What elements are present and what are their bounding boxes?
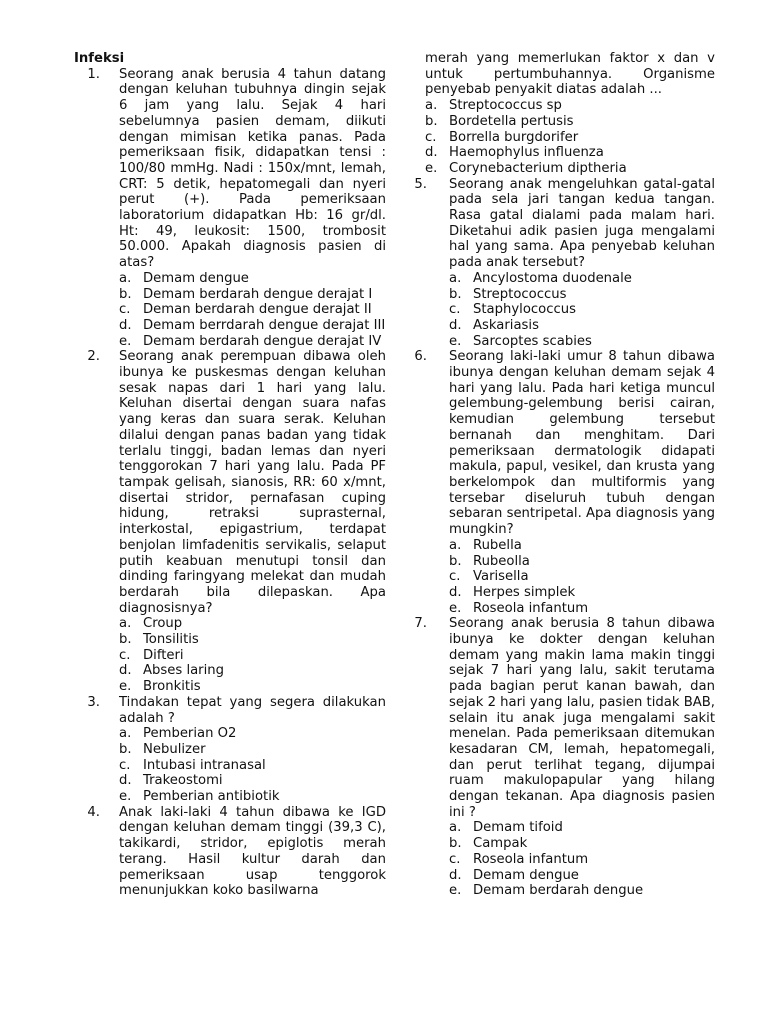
option-letter: c. <box>119 302 131 318</box>
option-text: Streptococcus <box>473 286 567 302</box>
option-letter: d. <box>449 867 462 883</box>
option-text: Demam dengue <box>143 270 249 286</box>
answer-options <box>449 820 715 899</box>
option-letter: c. <box>119 757 131 773</box>
option-text: Bordetella pertusis <box>449 113 574 129</box>
question-list-right <box>414 176 715 899</box>
option-d[interactable] <box>449 585 715 601</box>
question-text: Seorang anak berusia 8 tahun dibawa ibunya ke dokter dengan keluhan demam yang makin lama makin tinggi sejak 7 hari yang lalu, sakit terutama pada bagian perut kanan bawah, dan sejak 2 hari yang lalu, pasien tidak BAB, selain itu anak juga mengalami sakit menelan. Pada pemeriksaan ditemukan kesadaran CM, lemah, hepatomegali, dan perut terlihat tegang, dijumpai ruam makulopapular yang hilang dengan tekanan. Apa diagnosis pasien ini ? <box>449 616 715 820</box>
question-number: 6. <box>414 349 427 365</box>
option-text: Streptococcus sp <box>449 98 562 114</box>
option-letter: c. <box>449 569 461 585</box>
option-letter: c. <box>425 129 437 145</box>
question-text: Seorang anak mengeluhkan gatal-gatal pada sela jari tangan kedua tangan. Rasa gatal dialami pada malam hari. Diketahui adik pasien juga mengalami hal yang sama. Apa penyebab keluhan pada anak tersebut? <box>449 176 715 271</box>
question-number: 2. <box>87 349 100 365</box>
option-a[interactable] <box>119 726 386 742</box>
option-b[interactable] <box>119 742 386 758</box>
option-text: Nebulizer <box>143 741 206 757</box>
option-a[interactable] <box>119 616 386 632</box>
question-6 <box>414 349 715 616</box>
option-d[interactable] <box>119 663 386 679</box>
option-letter: d. <box>119 773 132 789</box>
option-c[interactable] <box>449 569 715 585</box>
option-letter: b. <box>449 836 462 852</box>
option-letter: d. <box>119 317 132 333</box>
option-a[interactable] <box>119 271 386 287</box>
option-letter: c. <box>449 851 461 867</box>
option-text: Croup <box>143 616 183 632</box>
option-text: Demam dengue <box>473 867 579 883</box>
option-letter: a. <box>449 820 462 836</box>
question-number: 7. <box>414 616 427 632</box>
option-d[interactable] <box>119 773 386 789</box>
option-text: Difteri <box>143 647 184 663</box>
question-text: Tindakan tepat yang segera dilakukan adalah ? <box>119 694 386 726</box>
question-4-continuation <box>425 51 715 177</box>
page-title: Infeksi <box>74 51 125 66</box>
answer-options <box>119 616 386 695</box>
option-b[interactable] <box>119 287 386 303</box>
option-letter: c. <box>449 302 461 318</box>
option-letter: a. <box>119 726 132 742</box>
option-c[interactable] <box>449 302 715 318</box>
option-d[interactable] <box>425 145 715 161</box>
question-list-left <box>71 67 386 899</box>
question-4-options <box>425 98 715 177</box>
option-letter: d. <box>425 145 438 161</box>
option-text: Pemberian antibiotik <box>143 789 280 805</box>
option-letter: a. <box>119 616 132 632</box>
option-text: Borrella burgdorifer <box>449 129 579 145</box>
option-text: Roseola infantum <box>473 600 589 616</box>
right-column <box>414 51 715 899</box>
option-b[interactable] <box>449 287 715 303</box>
option-a[interactable] <box>449 820 715 836</box>
question-number: 4. <box>87 804 100 820</box>
left-column <box>71 51 386 899</box>
option-text: Demam berrdarah dengue derajat III <box>143 317 386 333</box>
option-text: Ancylostoma duodenale <box>473 270 632 286</box>
question-text: Anak laki-laki 4 tahun dibawa ke IGD dengan keluhan demam tinggi (39,3 C), takikardi, stridor, epiglotis merah terang. Hasil kultur darah dan pemeriksaan usap tenggorok menunjukkan koko basilwarna <box>119 804 386 899</box>
option-letter: a. <box>119 270 132 286</box>
option-c[interactable] <box>119 758 386 774</box>
option-letter: d. <box>449 317 462 333</box>
option-letter: b. <box>449 553 462 569</box>
option-letter: a. <box>449 537 462 553</box>
option-text: Askariasis <box>473 317 539 333</box>
option-text: Sarcoptes scabies <box>473 333 592 349</box>
option-letter: e. <box>449 333 462 349</box>
question-4-continuation-text: merah yang memerlukan faktor x dan v untuk pertumbuhannya. Organisme penyebab penyakit diatas adalah ... <box>425 51 715 98</box>
option-e[interactable] <box>119 334 386 350</box>
option-d[interactable] <box>449 318 715 334</box>
option-letter: e. <box>449 883 462 899</box>
option-text: Bronkitis <box>143 679 201 695</box>
option-e[interactable] <box>425 161 715 177</box>
option-letter: e. <box>119 679 132 695</box>
option-letter: b. <box>449 286 462 302</box>
option-e[interactable] <box>449 601 715 617</box>
option-e[interactable] <box>119 789 386 805</box>
option-text: Deman berdarah dengue derajat II <box>143 302 372 318</box>
question-3 <box>71 695 386 805</box>
option-text: Corynebacterium diptheria <box>449 160 627 176</box>
option-b[interactable] <box>425 114 715 130</box>
option-letter: b. <box>119 741 132 757</box>
option-text: Staphylococcus <box>473 302 576 318</box>
option-text: Pemberian O2 <box>143 726 237 742</box>
answer-options <box>119 726 386 805</box>
option-b[interactable] <box>449 554 715 570</box>
option-b[interactable] <box>119 632 386 648</box>
option-text: Demam berdarah dengue <box>473 883 644 899</box>
option-letter: e. <box>119 789 132 805</box>
question-2 <box>71 349 386 694</box>
option-letter: d. <box>119 663 132 679</box>
option-text: Varisella <box>473 569 529 585</box>
option-text: Intubasi intranasal <box>143 757 266 773</box>
question-5 <box>414 176 715 350</box>
option-c[interactable] <box>119 648 386 664</box>
option-c[interactable] <box>425 130 715 146</box>
question-1 <box>71 67 386 350</box>
option-a[interactable] <box>449 271 715 287</box>
question-4 <box>71 805 386 899</box>
question-text: Seorang anak perempuan dibawa oleh ibunya ke puskesmas dengan keluhan sesak napas dari 1 hari yang lalu. Keluhan disertai dengan suara nafas yang keras dan suara serak. Keluhan dilalui dengan panas badan yang tidak terlalu tinggi, badan lemas dan nyeri tenggorokan 7 hari yang lalu. Pada PF tampak gelisah, sianosis, RR: 60 x/mnt, disertai stridor, pernafasan cuping hidung, retraksi suprasternal, interkostal, epigastrium, terdapat benjolan limfadenitis servikalis, selaput putih keabuan menutupi tonsil dan dinding faringyang melekat dan mudah berdarah bila dilepaskan. Apa diagnosisnya? <box>119 349 386 616</box>
question-number: 1. <box>87 66 100 82</box>
option-letter: e. <box>425 160 438 176</box>
option-d[interactable] <box>449 868 715 884</box>
option-text: Rubeolla <box>473 553 530 569</box>
option-letter: a. <box>449 270 462 286</box>
answer-options <box>449 538 715 617</box>
option-letter: e. <box>119 333 132 349</box>
option-letter: b. <box>119 286 132 302</box>
option-a[interactable] <box>449 538 715 554</box>
option-d[interactable] <box>119 318 386 334</box>
option-e[interactable] <box>449 334 715 350</box>
answer-options <box>449 271 715 350</box>
option-text: Rubella <box>473 537 522 553</box>
option-letter: c. <box>119 647 131 663</box>
option-text: Demam tifoid <box>473 820 563 836</box>
option-text: Demam berdarah dengue derajat I <box>143 286 373 302</box>
option-letter: b. <box>425 113 438 129</box>
option-c[interactable] <box>119 302 386 318</box>
option-text: Demam berdarah dengue derajat IV <box>143 333 382 349</box>
option-letter: e. <box>449 600 462 616</box>
option-letter: b. <box>119 632 132 648</box>
option-text: Roseola infantum <box>473 851 589 867</box>
option-text: Tonsilitis <box>143 632 199 648</box>
option-text: Haemophylus influenza <box>449 145 604 161</box>
option-a[interactable] <box>425 98 715 114</box>
question-number: 3. <box>87 694 100 710</box>
question-7 <box>414 616 715 899</box>
option-e[interactable] <box>119 679 386 695</box>
option-letter: a. <box>425 98 438 114</box>
option-text: Abses laring <box>143 663 224 679</box>
option-e[interactable] <box>449 883 715 899</box>
answer-options <box>119 271 386 350</box>
question-text: Seorang anak berusia 4 tahun datang dengan keluhan tubuhnya dingin sejak 6 jam yang lalu. Sejak 4 hari sebelumnya pasien demam, diikuti dengan mimisan ketika panas. Pada pemeriksaan fisik, didapatkan tensi : 100/80 mmHg. Nadi : 150x/mnt, lemah, CRT: 5 detik, hepatomegali dan nyeri perut (+). Pada pemeriksaan laboratorium didapatkan Hb: 16 gr/dl. Ht: 49, leukosit: 1500, trombosit 50.000. Apakah diagnosis pasien di atas? <box>119 66 386 271</box>
option-b[interactable] <box>449 836 715 852</box>
option-letter: d. <box>449 584 462 600</box>
option-text: Campak <box>473 836 528 852</box>
question-text: Seorang laki-laki umur 8 tahun dibawa ibunya dengan keluhan demam sejak 4 hari yang lalu. Pada hari ketiga muncul gelembung-gelembung berisi cairan, kemudian gelembung tersebut bernanah dan menghitam. Dari pemeriksaan dermatologik didapati makula, papul, vesikel, dan krusta yang berkelompok dan multiformis yang tersebar diseluruh tubuh dengan sebaran sentripetal. Apa diagnosis yang mungkin? <box>449 349 715 538</box>
option-text: Trakeostomi <box>143 773 223 789</box>
option-text: Herpes simplek <box>473 584 576 600</box>
option-c[interactable] <box>449 852 715 868</box>
question-number: 5. <box>414 176 427 192</box>
